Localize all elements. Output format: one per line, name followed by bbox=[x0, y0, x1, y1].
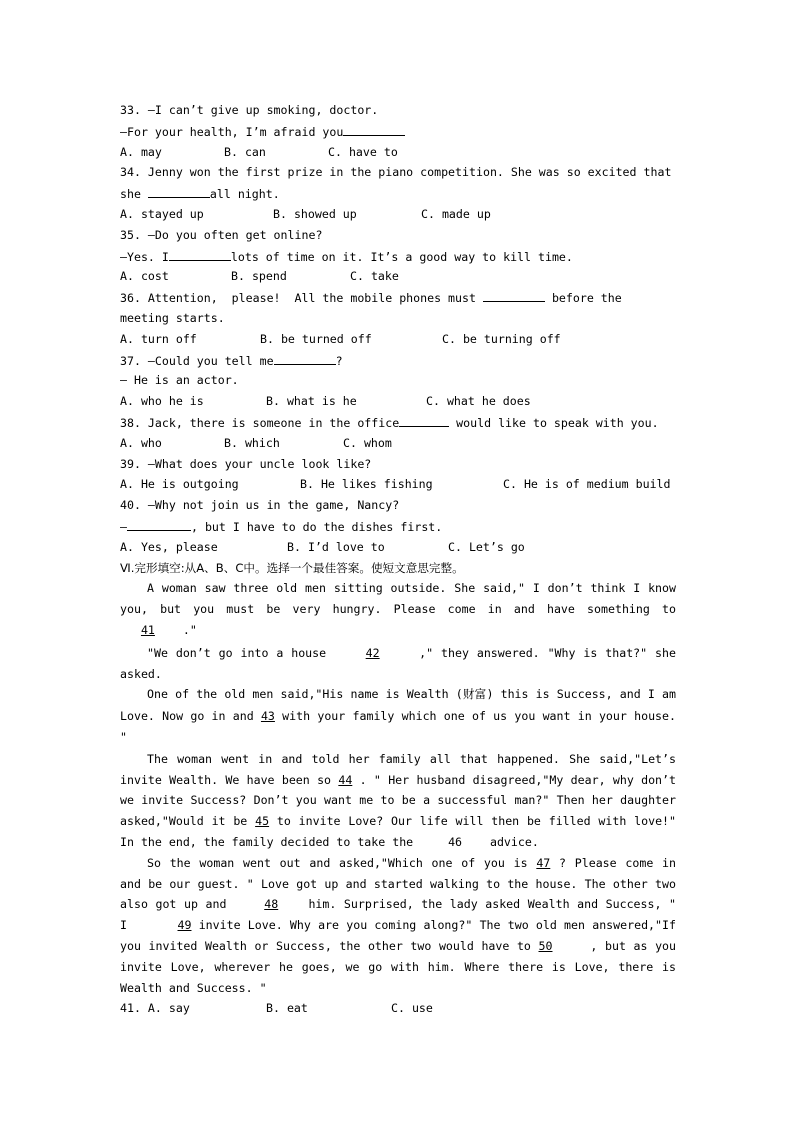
passage-text: One of the old men said,"His name is Wealth (财富) this is Success, and I am Love. Now go in and bbox=[120, 687, 676, 723]
q35-text-a: —Yes. I bbox=[120, 249, 169, 264]
passage-text: A woman saw three old men sitting outside. She said," I don’t think I know you, but you must be very hungry. Please come in and have something to bbox=[120, 581, 676, 617]
q34-text-a: she bbox=[120, 187, 148, 202]
option-a: A. who bbox=[120, 435, 162, 450]
answer-blank bbox=[343, 121, 405, 136]
passage-text: invite Love. Why are you coming along?" The two old men answered,"If you invited Wealth or Success, the other two would have to bbox=[120, 918, 676, 953]
option-c: C. whom bbox=[343, 435, 392, 450]
passage-text: ." bbox=[182, 622, 197, 637]
blank-number: 45 bbox=[255, 814, 270, 829]
option-c: C. made up bbox=[421, 206, 491, 221]
q33-stem: 33. —I can’t give up smoking, doctor. bbox=[120, 103, 379, 117]
passage-paragraph-5 bbox=[120, 853, 676, 999]
passage-text: to invite Love? Our life will then be filled with love!" In the end, the family decided to take the bbox=[120, 814, 677, 849]
answer-blank bbox=[399, 412, 449, 427]
option-b: B. He likes fishing bbox=[300, 477, 433, 492]
answer-blank bbox=[169, 246, 231, 261]
q34-stem: 34. Jenny won the first prize in the piano competition. She was so excited that bbox=[120, 165, 672, 180]
q37-options bbox=[120, 391, 676, 412]
q38-text-b: would like to speak with you. bbox=[449, 415, 659, 430]
passage-text: The woman went in and told her family all that happened. She said,"Let’s invite Wealth. We have been so bbox=[120, 751, 676, 787]
option-c: C. be turning off bbox=[442, 331, 561, 346]
blank-number: 49 bbox=[177, 918, 192, 933]
passage-paragraph-1 bbox=[120, 578, 676, 640]
option-c: C. have to bbox=[328, 144, 398, 159]
passage-paragraph-2 bbox=[120, 643, 676, 685]
passage-text: ? Please come in and be our guest. " Love got up and started walking to the house. The other two also got up and bbox=[120, 855, 677, 912]
option-a: A. He is outgoing bbox=[120, 477, 239, 492]
option-c: C. take bbox=[350, 269, 399, 284]
q34-text-b: all night. bbox=[209, 187, 280, 202]
q40-options bbox=[120, 537, 676, 558]
passage-text: So the woman went out and asked,"Which one of you is bbox=[147, 855, 528, 870]
q39-stem: 39. —What does your uncle look like? bbox=[120, 456, 372, 471]
option-c: C. what he does bbox=[426, 394, 531, 409]
passage-text: advice. bbox=[489, 835, 539, 849]
q35-text-b: lots of time on it. It’s a good way to kill time. bbox=[230, 249, 573, 264]
option-b: B. I’d love to bbox=[287, 539, 385, 554]
q40-stem: 40. —Why not join us in the game, Nancy? bbox=[120, 498, 400, 513]
option-c: C. He is of medium build bbox=[503, 477, 671, 492]
option-b: B. be turned off bbox=[260, 331, 372, 346]
passage-text: , but as you invite Love, wherever he goes, we go with him. Where there is Love, there is Wealth and Success. " bbox=[120, 938, 677, 995]
blank-number: 42 bbox=[365, 645, 380, 660]
option-b: B. spend bbox=[231, 269, 287, 284]
q36-stem bbox=[120, 287, 676, 308]
answer-blank bbox=[148, 183, 210, 198]
blank-number: 47 bbox=[536, 855, 551, 870]
q41-options bbox=[120, 998, 676, 1019]
option-b: B. showed up bbox=[273, 206, 357, 221]
q39-options bbox=[120, 474, 676, 495]
exam-page bbox=[120, 100, 676, 1019]
passage-text: him. Surprised, the lady asked Wealth and Success, " I bbox=[120, 897, 677, 933]
blank-number: 50 bbox=[538, 938, 553, 953]
q35-stem: 35. —Do you often get online? bbox=[120, 227, 323, 242]
q35-response bbox=[120, 246, 676, 267]
q36-text-a: 36. Attention, please! All the mobile phones must bbox=[120, 291, 483, 306]
q33-response-text: —For your health, I’m afraid you bbox=[120, 124, 344, 139]
option-a: A. cost bbox=[120, 269, 169, 284]
q40-response bbox=[120, 516, 676, 537]
answer-blank bbox=[127, 516, 191, 531]
q33-response bbox=[120, 121, 676, 142]
passage-text: with your family which one of us you want in your house. " bbox=[120, 708, 676, 745]
option-b: B. what is he bbox=[266, 394, 357, 409]
q36-options bbox=[120, 329, 676, 350]
answer-blank bbox=[483, 287, 545, 302]
q38-stem bbox=[120, 412, 676, 433]
q34-options bbox=[120, 204, 676, 225]
q33-options bbox=[120, 142, 676, 163]
q36-stem-cont: meeting starts. bbox=[120, 310, 225, 325]
option-c: C. use bbox=[391, 1001, 433, 1016]
option-c: C. Let’s go bbox=[448, 539, 525, 554]
q40-text-a: — bbox=[120, 519, 127, 534]
q37-text-a: 37. —Could you tell me bbox=[120, 353, 274, 368]
q40-text-b: , but I have to do the dishes first. bbox=[190, 519, 443, 534]
option-a: A. stayed up bbox=[120, 206, 204, 221]
blank-number: 43 bbox=[260, 708, 275, 723]
q37-stem bbox=[120, 350, 676, 371]
answer-blank bbox=[274, 350, 336, 365]
option-a: A. may bbox=[120, 144, 162, 159]
passage-text: "We don’t go into a house bbox=[147, 645, 327, 660]
option-a: A. who he is bbox=[120, 394, 204, 409]
blank-number: 46 bbox=[448, 835, 463, 849]
q35-options bbox=[120, 266, 676, 287]
blank-number: 41 bbox=[140, 622, 155, 637]
blank-number: 44 bbox=[338, 772, 353, 787]
option-b: B. which bbox=[224, 435, 280, 450]
option-b: B. can bbox=[224, 144, 266, 159]
section-heading: Ⅵ.完形填空:从A、B、C中。选择一个最佳答案。使短文意思完整。 bbox=[120, 560, 464, 575]
passage-text: . " Her husband disagreed,"My dear, why don’t we invite Success? Don’t you want me to be a successful man?" Then her daughter asked,"Would it be bbox=[120, 772, 676, 829]
option-a: 41. A. say bbox=[120, 1001, 190, 1016]
passage-paragraph-3 bbox=[120, 684, 676, 749]
blank-number: 48 bbox=[264, 897, 279, 912]
q38-options bbox=[120, 433, 676, 454]
q34-stem-cont bbox=[120, 183, 676, 204]
q37-response: — He is an actor. bbox=[120, 373, 239, 388]
option-b: B. eat bbox=[266, 1001, 308, 1016]
passage-text: ," they answered. "Why is that?" she asked. bbox=[120, 645, 676, 681]
option-a: A. turn off bbox=[120, 331, 197, 346]
q38-text-a: 38. Jack, there is someone in the office bbox=[120, 415, 400, 430]
passage-paragraph-4 bbox=[120, 749, 676, 853]
q37-text-b: ? bbox=[335, 353, 343, 368]
option-a: A. Yes, please bbox=[120, 539, 218, 554]
q36-text-b: before the bbox=[544, 291, 622, 306]
